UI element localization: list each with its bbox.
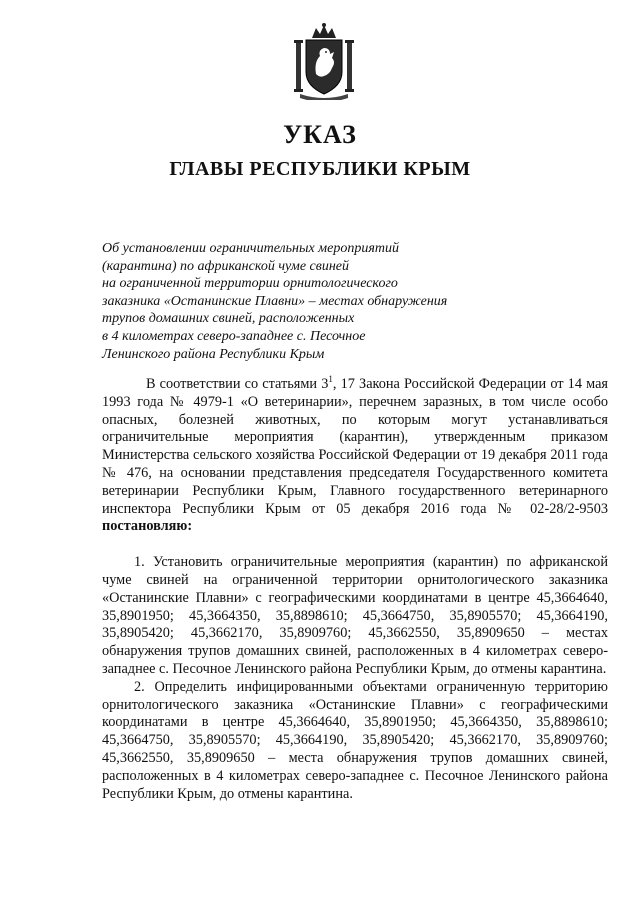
decree-item-1: 1. Установить ограничительные мероприятия (карантин) по африканской чуме свиней на ограниченной территории орнитологического заказника «Останинские Плавни» с географическими координатами в центре 45,3664640, 35,8901950; 45,3664350, 35,8898610; 45,3664750, 35,8905570; 45,3664190, 35,8905420; 45,3662170, 35,8909760; 45,3662550, 35,8909650 – местах обнаружения трупов домашних свиней, расположенных в 4 километрах северо-западнее с. Песочное Ленинского района Республики Крым, до отмены карантина. [102, 554, 608, 677]
document-subtitle: ГЛАВЫ РЕСПУБЛИКИ КРЫМ [169, 158, 471, 180]
preamble-text-rest: , 17 Закона Российской Федерации от 14 мая 1993 года № 4979-1 «О ветеринарии», перечнем заразных, в том числе особо опасных, болезней животных, по которым могут устанавливаться ограничительные мероприятия (карантин), утвержденным приказом Министерства сельского хозяйства Российской Федерации от 19 декабря 2011 года № 476, на основании представления председателя Государственного комитета ветеринарии Республики Крым, Главного государственного ветеринарного инспектора Республики Крым от 05 декабря 2016 года № 02-28/2-9503 [102, 376, 609, 517]
document-title: УКАЗ [283, 120, 357, 149]
preamble-paragraph [102, 376, 608, 536]
subject-line: Ленинского района Республики Крым [102, 346, 325, 362]
article-superscript: 1 [328, 374, 333, 385]
subject-line: трупов домашних свиней, расположенных [102, 311, 355, 327]
decree-subject [102, 240, 522, 363]
subject-line: Об установлении ограничительных мероприятий [102, 241, 399, 256]
decree-body [102, 376, 608, 803]
decree-item-2: 2. Определить инфицированными объектами ограниченную территорию орнитологического заказника «Останинские Плавни» с географическими координатами в центре 45,3664640, 35,8901950; 45,3664350, 35,8898610; 45,3664750, 35,8905570; 45,3664190, 35,8905420; 45,3662170, 35,8909760; 45,3662550, 35,8909650 – места обнаружения трупов домашних свиней, расположенных в 4 километрах северо-западнее с. Песочное Ленинского района Республики Крым, до отмены карантина. [102, 678, 608, 802]
subject-line: заказника «Останинские Плавни» – местах обнаружения [102, 293, 448, 309]
subject-line: (карантина) по африканской чуме свиней [102, 258, 349, 274]
subject-line: в 4 километрах северо-западнее с. Песочное [102, 328, 366, 344]
crimea-coat-of-arms-emblem [294, 22, 354, 100]
subject-line: на ограниченной территории орнитологического [102, 276, 398, 292]
preamble-text-start: В соответствии со статьями 3 [146, 376, 329, 392]
decree-word: постановляю: [102, 518, 193, 535]
